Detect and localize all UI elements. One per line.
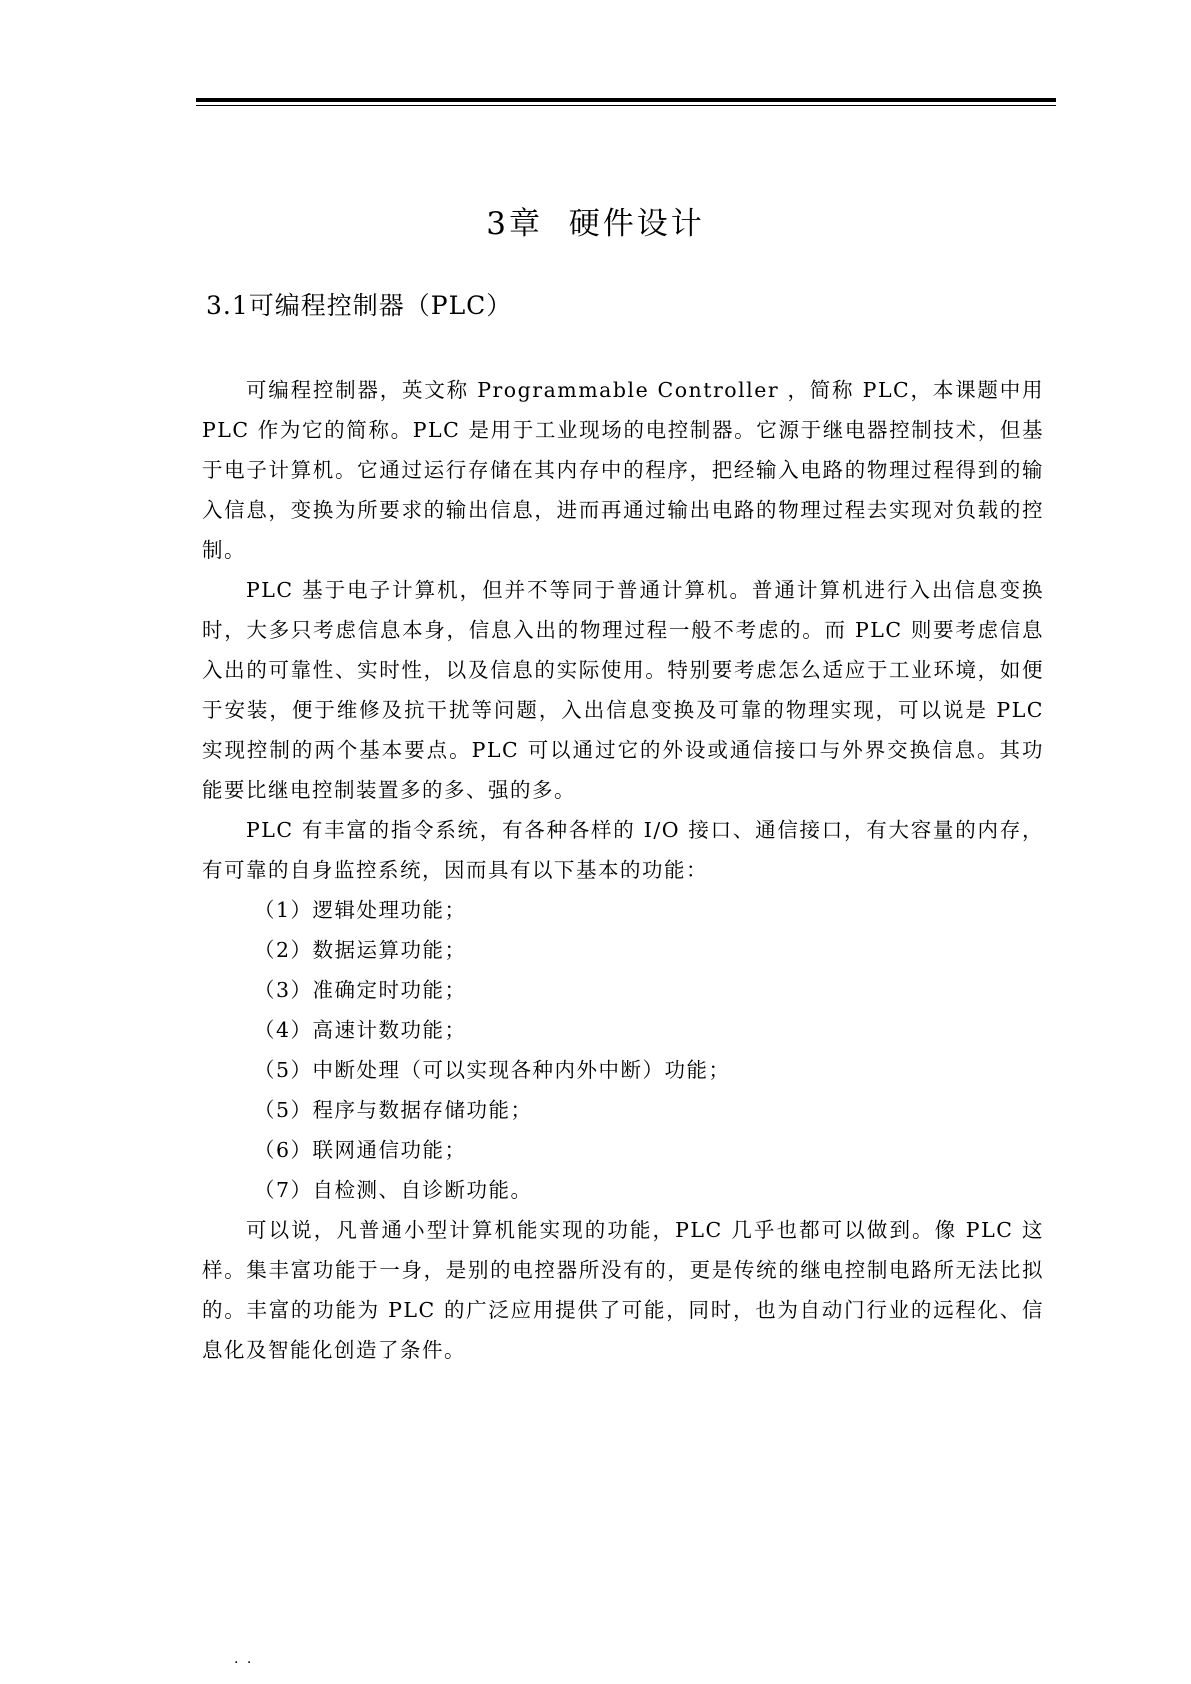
header-rule-thin — [196, 105, 1056, 106]
paragraph-closing: 可以说，凡普通小型计算机能实现的功能，PLC 几乎也都可以做到。像 PLC 这样。集丰富功能于一身，是别的电控器所没有的，更是传统的继电控制电路所无法比拟的。丰富的功能为 PLC 的广泛应用提供了可能，同时，也为自动门行业的远程化、信息化及智能化创造了条件。 — [202, 1218, 1044, 1362]
paragraph-intro: 可编程控制器，英文称 Programmable Controller ，简称 PLC，本课题中用 PLC 作为它的简称。PLC 是用于工业现场的电控制器。它源于继电器控制技术，但基于电子计算机。它通过运行存储在其内存中的程序，把经输入电路的物理过程得到的输入信息，变换为所要求的输出信息，进而再通过输出电路的物理过程去实现对负载的控制。 — [202, 378, 1044, 562]
paragraph-plc-vs-computer: PLC 基于电子计算机，但并不等同于普通计算机。普通计算机进行入出信息变换时，大多只考虑信息本身，信息入出的物理过程一般不考虑的。而 PLC 则要考虑信息入出的可靠性、实时性，以及信息的实际使用。特别要考虑怎么适应于工业环境，如便于安装，便于维修及抗干扰等问题，入出信息变换及可靠的物理实现，可以说是 PLC 实现控制的两个基本要点。PLC 可以通过它的外设或通信接口与外界交换信息。其功能要比继电控制装置多的多、强的多。 — [202, 578, 1044, 802]
function-item: （7）自检测、自诊断功能。 — [254, 1178, 533, 1202]
function-item: （2）数据运算功能； — [254, 938, 467, 962]
function-item: （3）准确定时功能； — [254, 978, 467, 1002]
function-item: （4）高速计数功能； — [254, 1018, 467, 1042]
function-item: （6）联网通信功能； — [254, 1138, 467, 1162]
header-rule-thick — [196, 98, 1056, 102]
function-item: （5）中断处理（可以实现各种内外中断）功能； — [254, 1058, 731, 1082]
section-title: 3.1可编程控制器（PLC） — [206, 291, 513, 320]
chapter-title: 3章 硬件设计 — [486, 206, 705, 242]
function-item: （5）程序与数据存储功能； — [254, 1098, 533, 1122]
body-text — [202, 370, 1044, 1370]
footer-mark: . . — [234, 1651, 254, 1667]
function-item: （1）逻辑处理功能； — [254, 898, 467, 922]
paragraph-functions-intro: PLC 有丰富的指令系统，有各种各样的 I/O 接口、通信接口，有大容量的内存，有可靠的自身监控系统，因而具有以下基本的功能： — [202, 818, 1044, 882]
